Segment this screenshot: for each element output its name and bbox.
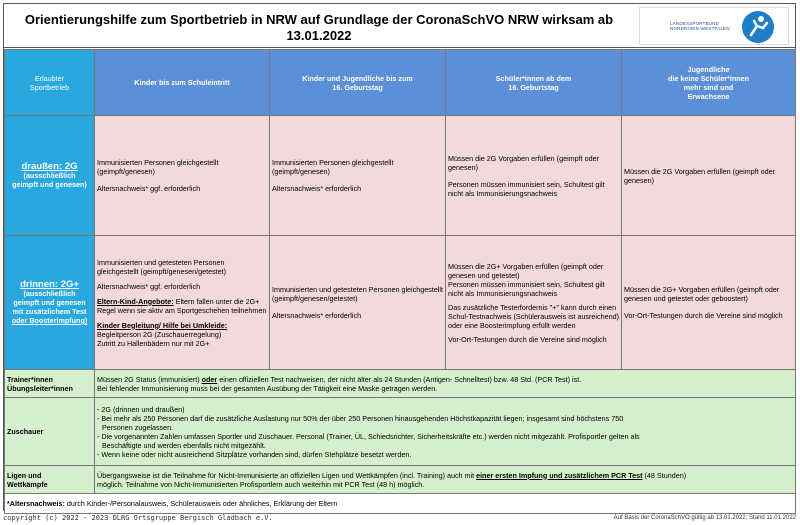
indoor-students-cell: Müssen die 2G+ Vorgaben erfüllen (geimpft oder genesen und getestet) Personen müssen immunisiert sein, Schultest gilt nicht als Immunisierungsnachweis Das zusätzliche Testerfordernis "+" kann durch einen Schul-Testnachweis (Schülerausweis ist ausreichend) oder eine Boosterimpfung erfüllt werden Vor-Ort-Testungen durch die Vereine sind möglich bbox=[446, 236, 622, 370]
spectator-rules-cell: - 2G (drinnen und draußen) - Bei mehr als 250 Personen darf die zusätzliche Auslastung nur 50% der über 250 Personen hinausgehenden Höchstkapazität liegen; insgesamt sind höchstens 750 Personen zugelassen. - Die vorgenannten Zahlen umfassen Sportler und Zuschauer. Personal (Trainer, ÜL, Schiedsrichter, Sicherheitskräfte etc.) werden nicht mitgezählt. Profisportler gelten als Beschäftigte und werden ebenfalls nicht mitgezählt. - Wenn keine oder nicht ausreichend Sitzplätze vorhanden sind, dürfen Stehplätze besetzt werden. bbox=[95, 398, 796, 466]
row-label-leagues: Ligen und Wettkämpfe bbox=[5, 466, 95, 494]
row-spectators bbox=[5, 398, 796, 466]
title-line-2: 13.01.2022 bbox=[286, 28, 352, 43]
row-trainer bbox=[5, 370, 796, 398]
column-header-children-preschool: Kinder bis zum Schuleintritt bbox=[95, 50, 270, 116]
outdoor-students-cell: Müssen die 2G Vorgaben erfüllen (geimpft oder genesen) Personen müssen immunisiert sein, Schultest gilt nicht als Immunisierungsnachweis bbox=[446, 116, 622, 236]
column-header-adults: Jugendliche die keine Schüler*innen mehr sind und Erwachsene bbox=[622, 50, 796, 116]
row-label-outdoor: draußen: 2G (ausschließlich geimpft und genesen) bbox=[5, 116, 95, 236]
logo-figure-icon bbox=[742, 11, 774, 43]
outdoor-children-preschool-cell: Immunisierten Personen gleichgestellt (geimpft/genesen) Altersnachweis* ggf. erforderlich bbox=[95, 116, 270, 236]
table-header-row bbox=[5, 50, 796, 116]
indoor-children-preschool-cell: Immunisierten und getesteten Personen gleichgestellt (geimpft/genesen/getestet) Altersnachweis* ggf. erforderlich Eltern-Kind-Angebote: Eltern fallen unter die 2G+ Regel wenn sie aktiv am Sportgeschehen teilnehmen Kinder Begleitung/ Hilfe bei Umkleide: Begleitperson 2G (Zuschauerregelung) Zutritt zu Hallenbädern nur mit 2G+ bbox=[95, 236, 270, 370]
footnote-cell: *Altersnachweis: durch Kinder-/Personalausweis, Schülerausweis oder ähnliches, Erklärung der Eltern bbox=[5, 494, 796, 514]
outdoor-under-16-cell: Immunisierten Personen gleichgestellt (geimpft/genesen) Altersnachweis* erforderlich bbox=[270, 116, 446, 236]
title-line-1: Orientierungshilfe zum Sportbetrieb in NRW auf Grundlage der CoronaSchVO NRW wirksam ab bbox=[24, 12, 614, 27]
rules-table bbox=[4, 49, 796, 514]
row-label-indoor: drinnen: 2G+ (ausschließlich geimpft und genesen mit zusätzlichem Test oder Boosterimpfung) bbox=[5, 236, 95, 370]
landessportbund-logo bbox=[639, 7, 789, 45]
indoor-under-16-cell: Immunisierten und getesteten Personen gleichgestellt (geimpft/genesen/getestet) Altersnachweis* erforderlich bbox=[270, 236, 446, 370]
column-header-students-16plus: Schüler*innen ab dem 16. Geburtstag bbox=[446, 50, 622, 116]
outdoor-adults-cell: Müssen die 2G Vorgaben erfüllen (geimpft oder genesen) bbox=[622, 116, 796, 236]
row-label-spectators: Zuschauer bbox=[5, 398, 95, 466]
row-outdoor bbox=[5, 116, 796, 236]
logo-text: LANDESSPORTBUND NORDRHEIN-WESTFALEN bbox=[670, 21, 730, 31]
column-header-under-16: Kinder und Jugendliche bis zum 16. Geburtstag bbox=[270, 50, 446, 116]
row-leagues bbox=[5, 466, 796, 494]
indoor-adults-cell: Müssen die 2G+ Vorgaben erfüllen (geimpft oder genesen und getestet oder geboostert) Vor-Ort-Testungen durch die Vereine sind möglich bbox=[622, 236, 796, 370]
row-label-trainer: Trainer*innen Übungsleiter*innen bbox=[5, 370, 95, 398]
league-rules-cell: Übergangsweise ist die Teilnahme für Nicht-Immunisierte an offiziellen Ligen und Wettkämpfen (incl. Training) auch mit einer ersten Impfung und zusätzlichem PCR Test (48 Stunden) möglich. Teilnahme von Nicht-Immunisierten Profisportlern auch weiterhin mit PCR Test (48 h) möglich. bbox=[95, 466, 796, 494]
page-title bbox=[14, 12, 624, 44]
column-header-sport: Erlaubter Sportbetrieb bbox=[5, 50, 95, 116]
trainer-rules-cell: Müssen 2G Status (immunisiert) oder einen offiziellen Test nachweisen, der nicht älter als 24 Stunden (Antigen- Schnelltest) bzw. 48 Std. (PCR Test) ist. Bei fehlender Immunisierung muss bei der gesamten Ausübung der Tätigkeit eine Maske getragen werden. bbox=[95, 370, 796, 398]
document-header bbox=[4, 4, 795, 48]
row-indoor bbox=[5, 236, 796, 370]
copyright-text: copyright (c) 2022 - 2023 DLRG Ortsgruppe Bergisch Gladbach e.V. bbox=[3, 514, 273, 522]
validity-note: Auf Basis der CoronaSchVO gültig ab 13.01.2022; Stand 11.01.2022 bbox=[613, 515, 796, 521]
row-footnote bbox=[5, 494, 796, 514]
document-frame bbox=[3, 3, 796, 511]
